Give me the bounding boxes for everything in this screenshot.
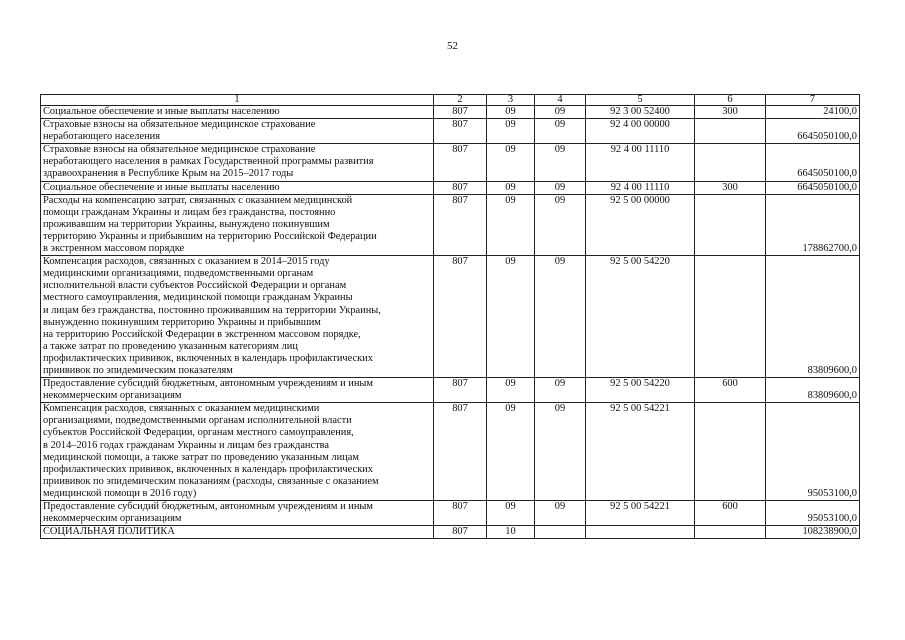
subsection-code: 09 — [535, 256, 586, 378]
table-row — [41, 526, 860, 539]
table-row — [41, 181, 860, 194]
ministry-code: 807 — [434, 403, 487, 501]
ministry-code: 807 — [434, 181, 487, 194]
expense-type-code — [695, 526, 766, 539]
row-name: Социальное обеспечение и иные выплаты населению — [41, 181, 434, 194]
target-article-code: 92 5 00 54221 — [586, 403, 695, 501]
row-name: Предоставление субсидий бюджетным, автономным учреждениям и иным некоммерческим организациям — [41, 501, 434, 526]
section-code: 09 — [487, 106, 535, 119]
row-name: Предоставление субсидий бюджетным, автономным учреждениям и иным некоммерческим организациям — [41, 378, 434, 403]
row-name: Страховые взносы на обязательное медицинское страхование неработающего населения в рамках Государственной программы развития здравоохранения в Республике Крым на 2015–2017 годы — [41, 144, 434, 181]
target-article-code: 92 4 00 11110 — [586, 144, 695, 181]
column-header: 7 — [766, 95, 860, 106]
section-code: 10 — [487, 526, 535, 539]
expense-type-code: 300 — [695, 106, 766, 119]
table-row — [41, 119, 860, 144]
subsection-code: 09 — [535, 181, 586, 194]
table-row — [41, 194, 860, 255]
section-code: 09 — [487, 119, 535, 144]
column-header: 5 — [586, 95, 695, 106]
section-code: 09 — [487, 194, 535, 255]
ministry-code: 807 — [434, 526, 487, 539]
subsection-code: 09 — [535, 501, 586, 526]
target-article-code: 92 4 00 11110 — [586, 181, 695, 194]
target-article-code: 92 3 00 52400 — [586, 106, 695, 119]
section-code: 09 — [487, 181, 535, 194]
subsection-code: 09 — [535, 119, 586, 144]
target-article-code: 92 5 00 54220 — [586, 378, 695, 403]
ministry-code: 807 — [434, 194, 487, 255]
expense-type-code — [695, 194, 766, 255]
target-article-code: 92 5 00 54221 — [586, 501, 695, 526]
budget-table — [40, 94, 860, 539]
amount: 6645050100,0 — [766, 181, 860, 194]
subsection-code — [535, 526, 586, 539]
expense-type-code: 600 — [695, 501, 766, 526]
expense-type-code: 300 — [695, 181, 766, 194]
row-name: СОЦИАЛЬНАЯ ПОЛИТИКА — [41, 526, 434, 539]
amount: 95053100,0 — [766, 403, 860, 501]
table-row — [41, 378, 860, 403]
row-name: Компенсация расходов, связанных с оказанием медицинскими организациями, подведомственными органам исполнительной власти субъектов Российской Федерации, органам местного самоуправления, в 2014–2016 годах гражданам Украины и лицам без гражданства медицинской помощи, а также затрат по проведению указанным лицам профилактических прививок, включенных в календарь профилактических приививок по эпидемическим показаниям (расходы, связанные с оказанием медицинской помощи в 2016 году) — [41, 403, 434, 501]
row-name: Расходы на компенсацию затрат, связанных с оказанием медицинской помощи гражданам Украины и лицам без гражданства, постоянно проживавшим на территории Украины, вынуждено покинувшим территорию Украины и прибывшим на территорию Российской Федерации в экстренном массовом порядке — [41, 194, 434, 255]
table-row — [41, 403, 860, 501]
amount: 24100,0 — [766, 106, 860, 119]
target-article-code: 92 4 00 00000 — [586, 119, 695, 144]
expense-type-code — [695, 144, 766, 181]
ministry-code: 807 — [434, 256, 487, 378]
ministry-code: 807 — [434, 501, 487, 526]
section-code: 09 — [487, 144, 535, 181]
row-name: Компенсация расходов, связанных с оказанием в 2014–2015 году медицинскими организациями, подведомственными органам исполнительной власти субъектов Российской Федерации и органам местного самоуправления, медицинской помощи гражданам Украины и лицам без гражданства, постоянно проживавшим на территории Украины, вынужденно покинувшим территорию Украины и прибывшим на территорию Российской Федерации в экстренном массовом порядке, а также затрат по проведению указанным категориям лиц профилактических прививок, включенных в календарь профилактических приививок по эпидемическим показателям — [41, 256, 434, 378]
subsection-code: 09 — [535, 194, 586, 255]
amount: 6645050100,0 — [766, 119, 860, 144]
target-article-code: 92 5 00 54220 — [586, 256, 695, 378]
section-code: 09 — [487, 501, 535, 526]
amount: 95053100,0 — [766, 501, 860, 526]
subsection-code: 09 — [535, 144, 586, 181]
table-row — [41, 144, 860, 181]
subsection-code: 09 — [535, 378, 586, 403]
section-code: 09 — [487, 378, 535, 403]
target-article-code — [586, 526, 695, 539]
table-row — [41, 106, 860, 119]
table-row — [41, 501, 860, 526]
column-header: 3 — [487, 95, 535, 106]
expense-type-code — [695, 119, 766, 144]
ministry-code: 807 — [434, 106, 487, 119]
column-header: 6 — [695, 95, 766, 106]
ministry-code: 807 — [434, 378, 487, 403]
table-row — [41, 256, 860, 378]
column-header: 1 — [41, 95, 434, 106]
subsection-code: 09 — [535, 403, 586, 501]
expense-type-code — [695, 403, 766, 501]
amount: 83809600,0 — [766, 256, 860, 378]
column-header: 4 — [535, 95, 586, 106]
expense-type-code — [695, 256, 766, 378]
column-number-row — [41, 95, 860, 106]
page-number: 52 — [447, 40, 458, 52]
amount: 6645050100,0 — [766, 144, 860, 181]
expense-type-code: 600 — [695, 378, 766, 403]
amount: 108238900,0 — [766, 526, 860, 539]
amount: 83809600,0 — [766, 378, 860, 403]
column-header: 2 — [434, 95, 487, 106]
row-name: Страховые взносы на обязательное медицинское страхование неработающего населения — [41, 119, 434, 144]
ministry-code: 807 — [434, 144, 487, 181]
amount: 178862700,0 — [766, 194, 860, 255]
section-code: 09 — [487, 403, 535, 501]
row-name: Социальное обеспечение и иные выплаты населению — [41, 106, 434, 119]
subsection-code: 09 — [535, 106, 586, 119]
ministry-code: 807 — [434, 119, 487, 144]
target-article-code: 92 5 00 00000 — [586, 194, 695, 255]
section-code: 09 — [487, 256, 535, 378]
